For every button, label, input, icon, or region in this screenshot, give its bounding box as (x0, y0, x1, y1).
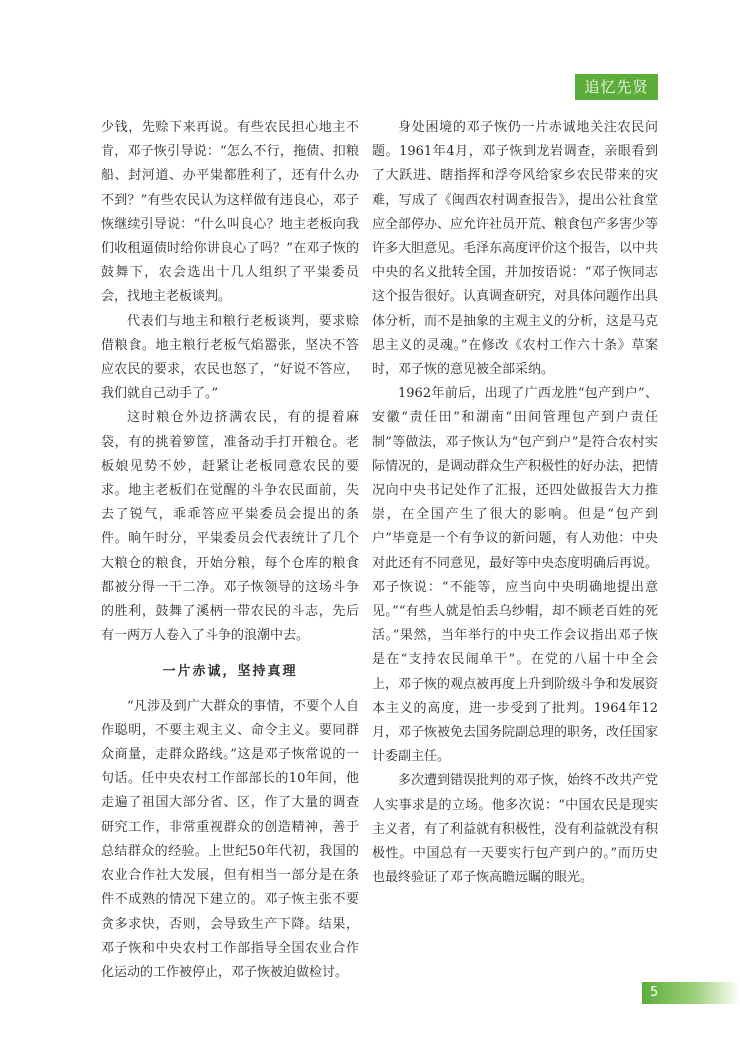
section-tag: 追忆先贤 (575, 74, 658, 100)
paragraph: 代表们与地主和粮行老板谈判，要求赊借粮食。地主粮行老板气焰嚣张，坚决不答应农民的要求，农民也怒了，“好说不答应，我们就自己动手了。” (101, 313, 359, 402)
paragraph: 多次遭到错误批判的邓子恢，始终不改共产党人实事求是的立场。他多次说：“中国农民是现实主义者，有了利益就有积极性，没有利益就没有积极性。中国总有一天要实行包产到户的。”而历史也最终验证了邓子恢高瞻远瞩的眼光。 (372, 773, 659, 886)
left-column (101, 116, 359, 985)
paragraph: 这时粮仓外边挤满农民，有的提着麻袋，有的挑着箩筐，准备动手打开粮仓。老板娘见势不妙，赶紧让老板同意农民的要求。地主老板们在觉醒的斗争农民面前，失去了锐气，乖乖答应平粜委员会提出的条件。晌午时分，平粜委员会代表统计了几个大粮仓的粮食，开始分粮，每个仓库的粮食都被分得一干二净。邓子恢领导的这场斗争的胜利，鼓舞了溪柄一带农民的斗志，先后有一两万人卷入了斗争的浪潮中去。 (101, 410, 359, 644)
page-number: 5 (642, 982, 740, 1004)
paragraph: 身处困境的邓子恢仍一片赤诚地关注农民问题。1961年4月，邓子恢到龙岩调查，亲眼看到了大跃进、瞎指挥和浮夸风给家乡农民带来的灾难，写成了《闽西农村调查报告》，提出公社食堂应全部停办、应允许社员开荒、粮食包产多害少等许多大胆意见。毛泽东高度评价这个报告，以中共中央的名义批转全国，并加按语说：“邓子恢同志这个报告很好。认真调查研究，对具体问题作出具体分析，而不是抽象的主观主义的分析，这是马克思主义的灵魂。”在修改《农村工作六十条》草案时，邓子恢的意见被全部采纳。 (372, 120, 659, 378)
paragraph: 1962年前后，出现了广西龙胜“包产到户”、安徽“责任田”和湖南“田间管理包产到户责任制”等做法，邓子恢认为“包产到户”是符合农村实际情况的，是调动群众生产积极性的好办法，把情况向中央书记处作了汇报，还四处做报告大力推崇，在全国产生了很大的影响。但是“包产到户”毕竟是一个有争议的新问题，有人劝他：中央对此还有不同意见，最好等中央态度明确后再说。邓子恢说：“不能等，应当向中央明确地提出意见。”“有些人就是怕丢乌纱帽，却不顾老百姓的死活。”果然，当年举行的中央工作会议指出邓子恢是在“支持农民闹单干”。在党的八届十中全会上，邓子恢的观点被再度上升到阶级斗争和发展资本主义的高度，进一步受到了批判。1964年12月，邓子恢被免去国务院副总理的职务，改任国家计委副主任。 (372, 386, 659, 765)
paragraph: “凡涉及到广大群众的事情，不要个人自作聪明，不要主观主义、命令主义。要同群众商量，走群众路线。”这是邓子恢常说的一句话。任中央农村工作部部长的10年间，他走遍了祖国大部分省、区，作了大量的调查研究工作，非常重视群众的创造精神，善于总结群众的经验。上世纪50年代初，我国的农业合作社大发展，但有相当一部分是在条件不成熟的情况下建立的。邓子恢主张不要贪多求快，否则，会导致生产下降。结果，邓子恢和中央农村工作部指导全国农业合作化运动的工作被停止，邓子恢被迫做检讨。 (101, 698, 359, 980)
paragraph: 少钱，先赊下来再说。有些农民担心地主不肯，邓子恢引导说：“怎么不行，拖债、扣粮船、封河道、办平粜都胜利了，还有什么办不到？”有些农民认为这样做有违良心，邓子恢继续引导说：“什么叫良心？地主老板向我们收租逼债时给你讲良心了吗？”在邓子恢的鼓舞下，农会选出十几人组织了平粜委员会，找地主老板谈判。 (101, 120, 359, 305)
section-heading: 一片赤诚，坚持真理 (162, 664, 298, 680)
right-column (372, 116, 658, 891)
